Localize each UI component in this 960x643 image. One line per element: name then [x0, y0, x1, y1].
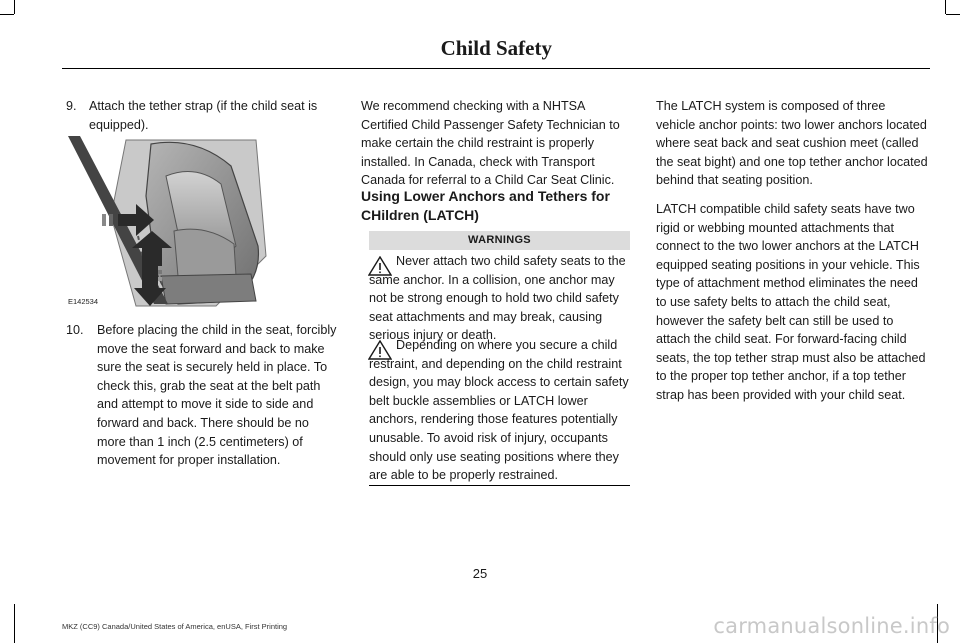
crop-mark-top-right-h — [946, 14, 960, 15]
warnings-bottom-rule — [369, 485, 630, 486]
intro-paragraph: We recommend checking with a NHTSA Certified Child Passenger Safety Technician to make certain the child restraint is properly installed. In Canada, check with Transport Canada for referral to a Child Car Seat Clinic. — [361, 99, 620, 188]
step-9 — [66, 97, 336, 134]
warnings-header: WARNINGS — [369, 231, 630, 250]
step-9-text: Attach the tether strap (if the child seat is equipped). — [89, 99, 318, 132]
crop-mark-top-left-h — [0, 14, 14, 15]
header-rule — [62, 68, 930, 69]
child-seat-illustration — [66, 136, 336, 311]
edition-info: MKZ (CC9) Canada/United States of America, enUSA, First Printing — [62, 622, 288, 631]
step-10 — [66, 321, 338, 470]
warning-1-text: Never attach two child safety seats to the same anchor. In a collision, one anchor may not be strong enough to hold two child safety seat attachments and may break, causing serious injury or death. — [369, 254, 626, 343]
crop-mark-top-left-v — [14, 0, 15, 14]
latch-paragraph-2: LATCH compatible child safety seats have two rigid or webbing mounted attachments that connect to the two lower anchors at the LATCH equipped seating positions in your vehicle. This type of attachment method eliminates the need to use safety belts to attach the child seat, however the safety belt can still be used to attach the child seat. For forward-facing child seats, the top tether strap must also be attached to the proper top tether anchor, if a top tether strap has been provided with your child seat. — [656, 202, 926, 402]
page-number: 25 — [472, 566, 488, 581]
crop-mark-top-right-v — [945, 0, 946, 14]
warning-2-text: Depending on where you secure a child restraint, and depending on the child restraint design, you may block access to certain safety belt buckle assemblies or LATCH lower anchors, rendering those features potentially unusable. To avoid risk of injury, occupants should only use seating positions where they are able to be properly restrained. — [369, 338, 629, 483]
figure-label: E142534 — [68, 297, 99, 306]
step-9-number: 9. — [66, 99, 77, 113]
step-10-text: Before placing the child in the seat, forcibly move the seat forward and back to make sure the seat is securely held in place. To check this, grab the seat at the belt path and attempt to move it side to side and forward and back. There should be no more than 1 inch (2.5 centimeters) of movement for proper installation. — [97, 323, 337, 468]
latch-heading: Using Lower Anchors and Tethers for CHildren (LATCH) — [361, 188, 610, 223]
latch-paragraph-1: The LATCH system is composed of three vehicle anchor points: two lower anchors located where seat back and seat cushion meet (called the seat bight) and one top tether anchor located behind that seating position. — [656, 99, 928, 188]
watermark: carmanualsonline.info — [713, 614, 950, 638]
crop-mark-bottom-left-v — [14, 604, 15, 643]
child-seat-figure — [66, 136, 336, 311]
page-title: Child Safety — [440, 36, 552, 60]
step-10-number: 10. — [66, 323, 84, 337]
